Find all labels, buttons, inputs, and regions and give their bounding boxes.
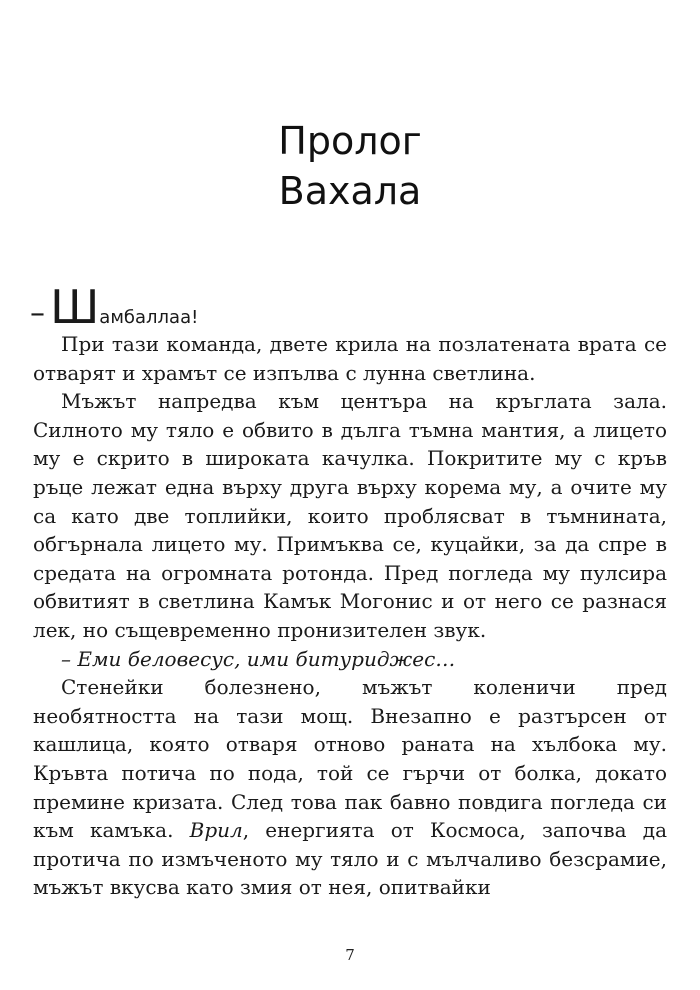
chapter-title-line-1: Пролог xyxy=(278,119,422,163)
dialogue-italic: – Еми беловесус, ими битуриджес… xyxy=(61,646,456,671)
paragraph-4-text-a: Стенейки болезнено, мъжът коленичи пред необятността на тази мощ. Внезапно е разтърсен от кашлица, която отваря отново раната на хълбока му. Кръвта потича по пода, той се гърчи от болка, докато премине кризата. След това пак бавно повдига погледа си към камъка. xyxy=(33,675,667,843)
paragraph-4-emphasis: Врил xyxy=(189,818,243,843)
opening-rest: амбаллаа! xyxy=(99,307,199,328)
paragraph-4-text-b: , енергията от Космоса, започва да протича по измъченото му тяло и с мълчаливо безсрамие, мъжът вкусва като змия от нея, опитвайки xyxy=(33,818,668,900)
paragraph-2: Мъжът напредва към центъра на кръглата зала. Силното му тяло е обвито в дълга тъмна мантия, а лицето му е скрито в широката качулка. Покритите му с кръв ръце лежат една върху друга върху корема му, а очите му са като две топлийки, които проблясват в тъмнината, обгърнала лицето му. Примъква се, куцайки, за да спре в средата на огромната ротонда. Пред погледа му пулсира обвитият в светлина Камък Могонис и от него се разнася лек, но същевременно пронизителен звук. xyxy=(33,389,667,642)
chapter-title-line-2: Вахала xyxy=(278,169,422,213)
chapter-body xyxy=(33,330,667,902)
chapter-title xyxy=(0,116,700,216)
paragraph-4 xyxy=(33,673,667,902)
paragraph-3-dialogue xyxy=(33,645,667,674)
drop-cap: Ш xyxy=(50,280,100,334)
opening-dash: – xyxy=(30,296,45,331)
page-number: 7 xyxy=(345,946,355,964)
paragraph-1: При тази команда, двете крила на позлатената врата се отварят и храмът се изпълва с лунна светлина. xyxy=(33,332,667,385)
